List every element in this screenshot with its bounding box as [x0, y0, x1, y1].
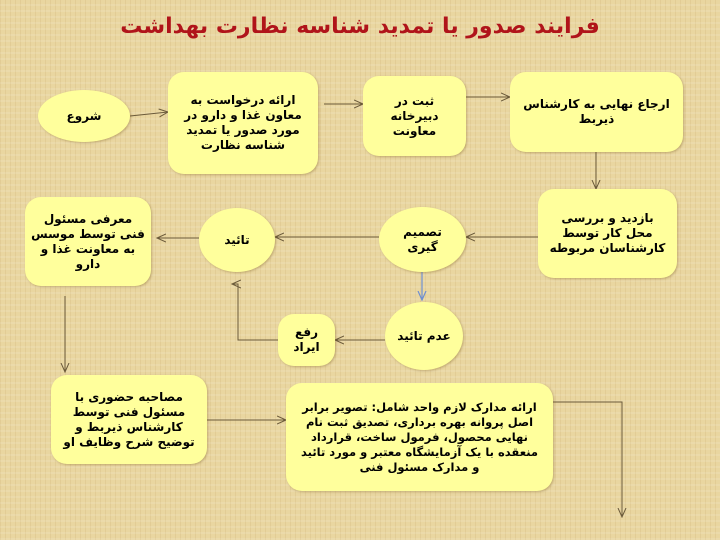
node-reject: عدم تائید	[385, 302, 463, 370]
node-documents: ارائه مدارک لازم واحد شامل: تصویر برابر اصل پروانه بهره برداری، تصدیق ثبت نام نهایی محصول، فرمول ساخت، قرارداد منعقده با یک آزمایشگاه معتبر و مورد تائید و مدارک مسئول فنی	[286, 383, 553, 491]
page-title: فرایند صدور یا تمدید شناسه نظارت بهداشت	[120, 14, 600, 39]
node-refer: ارجاع نهایی به کارشناس ذیربط	[510, 72, 683, 152]
node-introduce: معرفی مسئول فنی توسط موسس به معاونت غذا و دارو	[25, 197, 151, 286]
node-request: ارائه درخواست به معاون غذا و دارو در مورد صدور یا تمدید شناسه نظارت	[168, 72, 318, 174]
arrow-fix-to-approve	[232, 284, 278, 340]
node-approve: تائید	[199, 208, 275, 272]
node-start: شروع	[38, 90, 130, 142]
node-interview: مصاحبه حضوری با مسئول فنی توسط کارشناس ذیربط و توضیح شرح وظایف او	[51, 375, 207, 464]
node-decision: تصمیم گیری	[379, 207, 466, 272]
arrow-documents-down	[553, 402, 622, 517]
node-register: ثبت در دبیرخانه معاونت	[363, 76, 466, 156]
arrow-start-to-request	[130, 112, 168, 116]
node-fix: رفع ایراد	[278, 314, 335, 366]
node-inspect: بازدید و بررسی محل کار توسط کارشناسان مربوطه	[538, 189, 677, 278]
